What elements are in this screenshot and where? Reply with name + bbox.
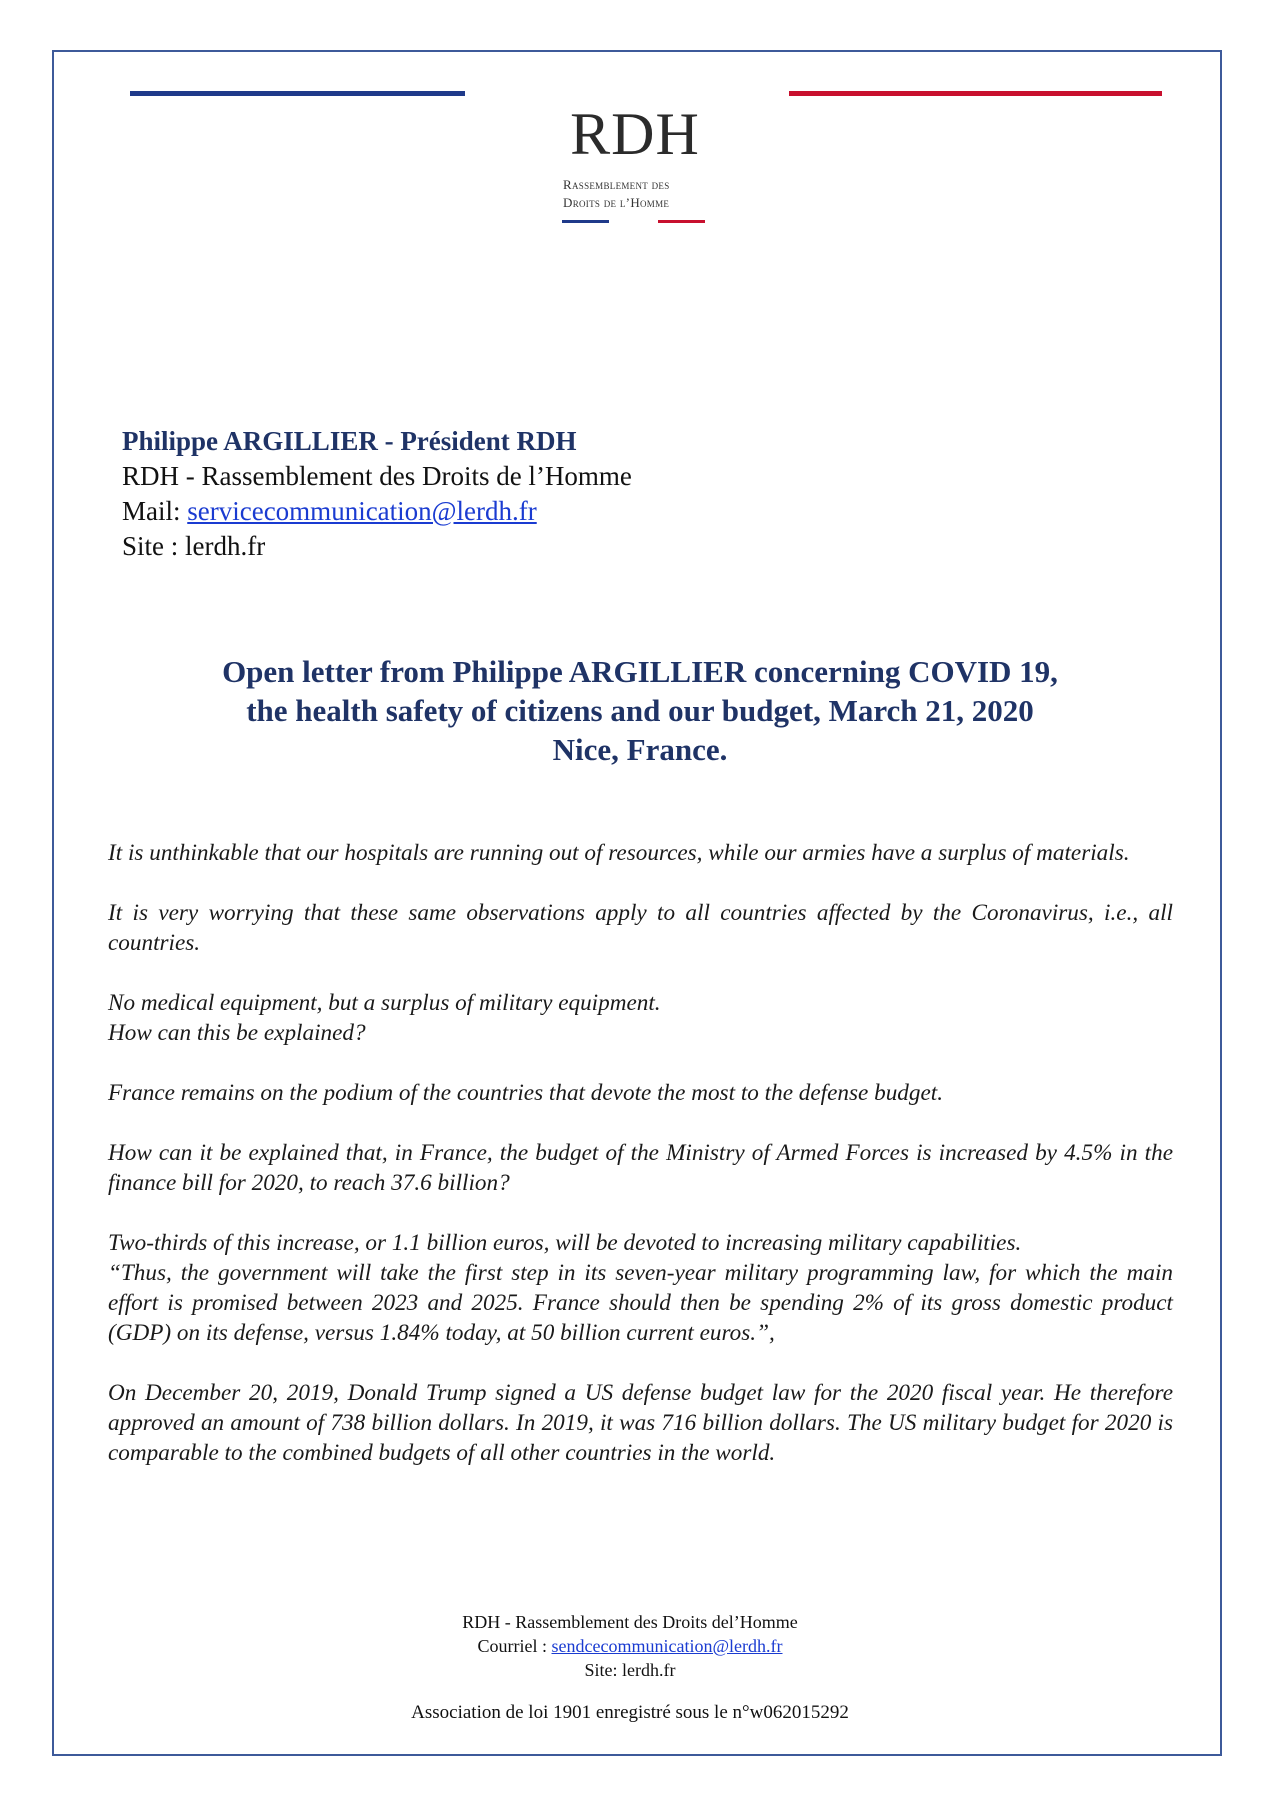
sender-name: Philippe ARGILLIER - Président RDH: [122, 426, 577, 456]
body-paragraph-3: [108, 988, 1173, 1048]
logo-name-line1: Rassemblement des: [563, 177, 670, 192]
letter-title: [60, 652, 1220, 769]
title-line2: the health safety of citizens and our budget, March 21, 2020: [246, 693, 1034, 728]
header-line-red: [789, 91, 1162, 96]
body-paragraph-7: On December 20, 2019, Donald Trump signed a US defense budget law for the 2020 fiscal year. He therefore approved an amount of 738 billion dollars. In 2019, it was 716 billion dollars. The US military budget for 2020 is comparable to the combined budgets of all other countries in the world.: [108, 1380, 1173, 1466]
header-line-blue: [130, 91, 465, 96]
title-line3: Nice, France.: [552, 732, 728, 767]
sender-mail-label: Mail:: [122, 496, 188, 526]
sender-contact-block: [122, 424, 632, 564]
body-paragraph-2: It is very worrying that these same observations apply to all countries affected by the Coronavirus, i.e., all countries.: [108, 900, 1173, 956]
sender-site: Site : lerdh.fr: [122, 531, 266, 561]
letter-body: [108, 838, 1173, 1498]
body-paragraph-6-line2: “Thus, the government will take the first step in its seven-year military programming law, for which the main effort is promised between 2023 and 2025. France should then be spending 2% of its gross domestic product (GDP) on its defense, versus 1.84% today, at 50 billion current euros.”,: [108, 1260, 1173, 1346]
sender-mail-link[interactable]: servicecommunication@lerdh.fr: [187, 496, 537, 526]
body-paragraph-6: [108, 1228, 1173, 1348]
page-footer: [300, 1610, 960, 1725]
logo-line-red: [658, 220, 705, 223]
footer-mail-label: Courriel :: [477, 1636, 552, 1656]
footer-mail-line: [300, 1634, 960, 1658]
logo-line-blue: [562, 220, 609, 223]
rdh-logo: [555, 100, 715, 240]
body-paragraph-6-line1: Two-thirds of this increase, or 1.1 billion euros, will be devoted to increasing military capabilities.: [108, 1230, 1022, 1256]
footer-org: RDH - Rassemblement des Droits del’Homme: [462, 1612, 798, 1632]
logo-name-line2: Droits de l’Homme: [563, 194, 670, 210]
sender-org: RDH - Rassemblement des Droits de l’Homme: [122, 461, 632, 491]
logo-lines: [555, 220, 715, 224]
logo-acronym: RDH: [570, 101, 700, 167]
footer-association: Association de loi 1901 enregistré sous le n°w062015292: [411, 1702, 849, 1723]
body-paragraph-5: How can it be explained that, in France, the budget of the Ministry of Armed Forces is increased by 4.5% in the finance bill for 2020, to reach 37.6 billion?: [108, 1140, 1173, 1196]
body-paragraph-1: It is unthinkable that our hospitals are running out of resources, while our armies have a surplus of materials.: [108, 840, 1130, 866]
footer-site: Site: lerdh.fr: [584, 1660, 676, 1680]
footer-mail-link[interactable]: sendcecommunication@lerdh.fr: [551, 1636, 783, 1656]
sender-mail-line: [122, 494, 632, 529]
body-paragraph-3-line1: No medical equipment, but a surplus of military equipment.: [108, 990, 661, 1016]
logo-name: [555, 176, 715, 211]
body-paragraph-3-line2: How can this be explained?: [108, 1020, 366, 1046]
body-paragraph-4: France remains on the podium of the countries that devote the most to the defense budget.: [108, 1080, 944, 1106]
title-line1: Open letter from Philippe ARGILLIER concerning COVID 19,: [222, 654, 1058, 689]
